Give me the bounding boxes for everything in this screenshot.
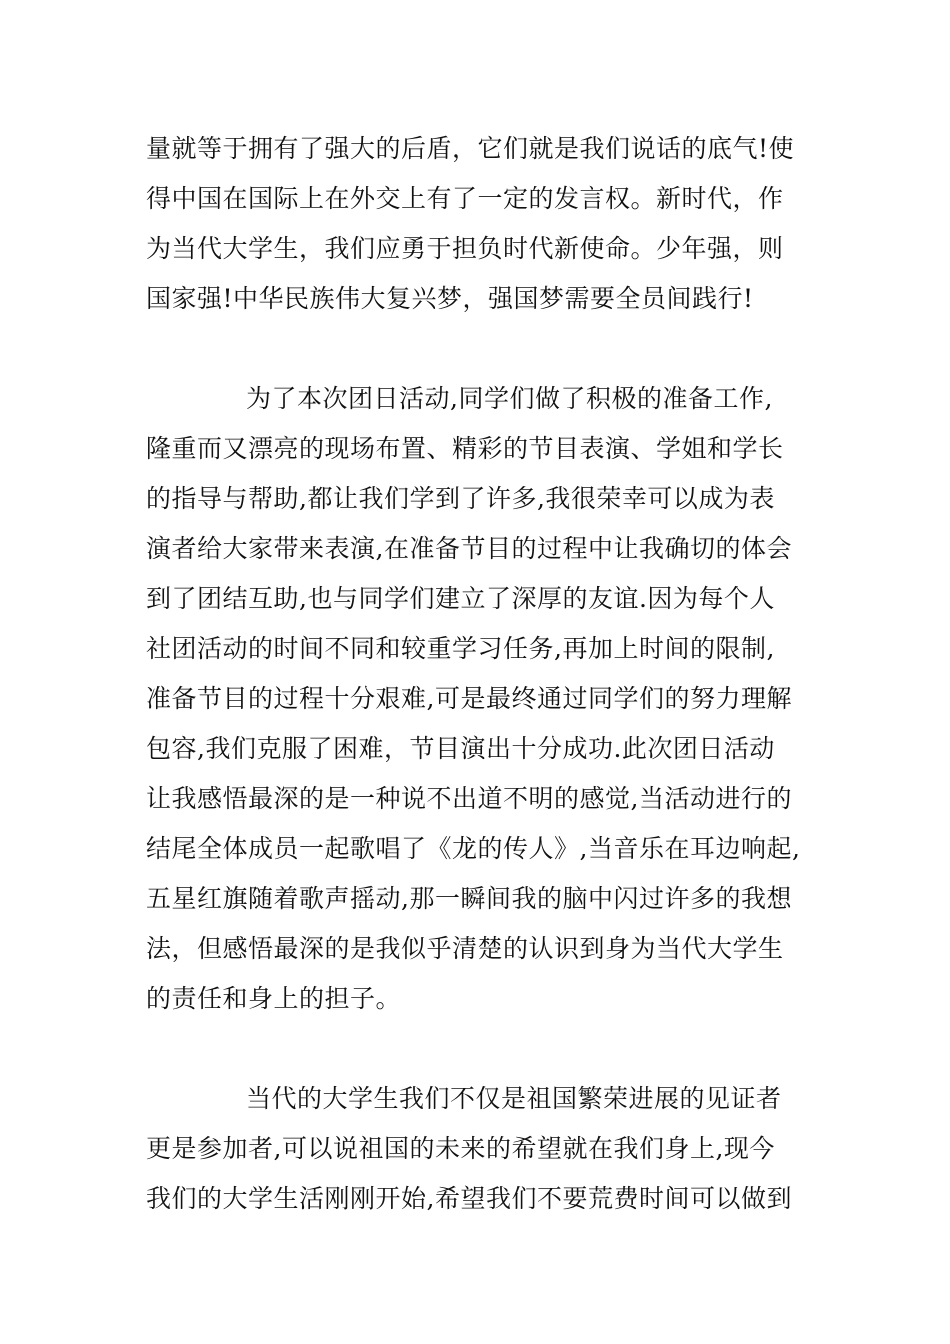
paragraph-2-line-6: 社团活动的时间不同和较重学习任务,再加上时间的限制, bbox=[146, 634, 775, 663]
paragraph-1-line-1: 量就等于拥有了强大的后盾，它们就是我们说话的底气!使 bbox=[146, 134, 795, 163]
paragraph-1-line-3: 为当代大学生，我们应勇于担负时代新使命。少年强，则 bbox=[146, 234, 784, 263]
paragraph-2-line-13: 的责任和身上的担子。 bbox=[146, 984, 402, 1013]
paragraph-3-line-3: 我们的大学生活刚刚开始,希望我们不要荒费时间可以做到 bbox=[146, 1184, 792, 1213]
paragraph-2-line-10: 结尾全体成员一起歌唱了《龙的传人》,当音乐在耳边响起, bbox=[146, 834, 801, 863]
paragraph-2-line-3: 的指导与帮助,都让我们学到了许多,我很荣幸可以成为表 bbox=[146, 484, 775, 513]
paragraph-2-line-11: 五星红旗随着歌声摇动,那一瞬间我的脑中闪过许多的我想 bbox=[146, 884, 792, 913]
paragraph-2-line-7: 准备节目的过程十分艰难,可是最终通过同学们的努力理解 bbox=[146, 684, 792, 713]
paragraph-1-line-4: 国家强!中华民族伟大复兴梦，强国梦需要全员间践行! bbox=[146, 284, 754, 313]
paragraph-2-line-1: 为了本次团日活动,同学们做了积极的准备工作, bbox=[246, 384, 773, 413]
paragraph-2-line-2: 隆重而又漂亮的现场布置、精彩的节目表演、学姐和学长 bbox=[146, 434, 784, 463]
paragraph-1-line-2: 得中国在国际上在外交上有了一定的发言权。新时代，作 bbox=[146, 184, 784, 213]
paragraph-2-line-8: 包容,我们克服了困难，节目演出十分成功.此次团日活动 bbox=[146, 734, 775, 763]
paragraph-2-line-5: 到了团结互助,也与同学们建立了深厚的友谊.因为每个人 bbox=[146, 584, 775, 613]
paragraph-2-line-4: 演者给大家带来表演,在准备节目的过程中让我确切的体会 bbox=[146, 534, 792, 563]
paragraph-2-line-9: 让我感悟最深的是一种说不出道不明的感觉,当活动进行的 bbox=[146, 784, 792, 813]
paragraph-2-line-12: 法，但感悟最深的是我似乎清楚的认识到身为当代大学生 bbox=[146, 934, 784, 963]
paragraph-3-line-1: 当代的大学生我们不仅是祖国繁荣进展的见证者 bbox=[246, 1084, 782, 1113]
paragraph-3-line-2: 更是参加者,可以说祖国的未来的希望就在我们身上,现今 bbox=[146, 1134, 775, 1163]
